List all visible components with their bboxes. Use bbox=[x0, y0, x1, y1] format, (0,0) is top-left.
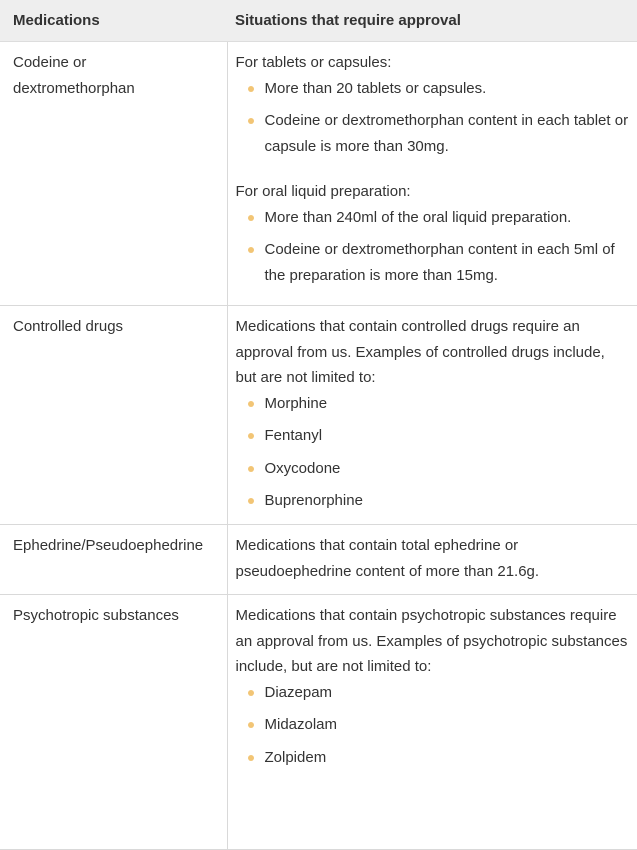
description-text: Medications that contain total ephedrine or pseudoephedrine content of more than 21.6g. bbox=[235, 537, 540, 580]
list-item: Morphine bbox=[236, 391, 630, 417]
table-header bbox=[0, 0, 637, 42]
list-item: Diazepam bbox=[236, 680, 630, 706]
bullet-icon bbox=[248, 690, 254, 696]
bullet-icon bbox=[248, 247, 254, 253]
table-row bbox=[0, 42, 637, 306]
bullet-icon bbox=[248, 401, 254, 407]
list-item: Buprenorphine bbox=[236, 488, 630, 514]
bullet-icon bbox=[248, 433, 254, 439]
situation-cell bbox=[227, 42, 637, 306]
list-item: Fentanyl bbox=[236, 423, 630, 449]
list-item: More than 20 tablets or capsules. bbox=[236, 76, 630, 102]
situation-cell bbox=[227, 525, 637, 595]
medication-cell: Controlled drugs bbox=[0, 306, 227, 525]
header-medications: Medications bbox=[0, 0, 227, 42]
list-item: More than 240ml of the oral liquid preparation. bbox=[236, 205, 630, 231]
intro-text: For tablets or capsules: bbox=[235, 54, 392, 71]
bullet-icon bbox=[248, 86, 254, 92]
bullet-icon bbox=[248, 215, 254, 221]
bullet-list bbox=[236, 391, 630, 514]
medication-cell bbox=[0, 42, 227, 306]
situation-cell bbox=[227, 595, 637, 850]
intro-text: For oral liquid preparation: bbox=[235, 183, 411, 200]
list-item: Oxycodone bbox=[236, 456, 630, 482]
bullet-list bbox=[236, 205, 630, 289]
bullet-icon bbox=[248, 466, 254, 472]
list-item: Midazolam bbox=[236, 712, 630, 738]
bullet-list bbox=[236, 680, 630, 771]
bullet-icon bbox=[248, 722, 254, 728]
bullet-list bbox=[236, 76, 630, 160]
table-row bbox=[0, 306, 637, 525]
medication-cell: Psychotropic substances bbox=[0, 595, 227, 850]
bullet-icon bbox=[248, 755, 254, 761]
list-item: Codeine or dextromethorphan content in each 5ml of the preparation is more than 15mg. bbox=[236, 237, 630, 288]
list-item: Zolpidem bbox=[236, 745, 630, 771]
description-text: Medications that contain controlled drugs require an approval from us. Examples of controlled drugs include, but are not limited to: bbox=[235, 318, 605, 386]
table-row bbox=[0, 525, 637, 595]
list-item: Codeine or dextromethorphan content in each tablet or capsule is more than 30mg. bbox=[236, 108, 630, 159]
medication-name-line: dextromethorphan bbox=[13, 79, 135, 97]
situation-cell bbox=[227, 306, 637, 525]
header-situations: Situations that require approval bbox=[227, 0, 637, 42]
medication-name-line: Codeine or bbox=[13, 54, 87, 71]
description-text: Medications that contain psychotropic substances require an approval from us. Examples of psychotropic substances include, but are not limited to: bbox=[235, 607, 628, 675]
bullet-icon bbox=[248, 498, 254, 504]
table-row bbox=[0, 595, 637, 850]
bullet-icon bbox=[248, 118, 254, 124]
medication-cell: Ephedrine/Pseudoephedrine bbox=[0, 525, 227, 595]
